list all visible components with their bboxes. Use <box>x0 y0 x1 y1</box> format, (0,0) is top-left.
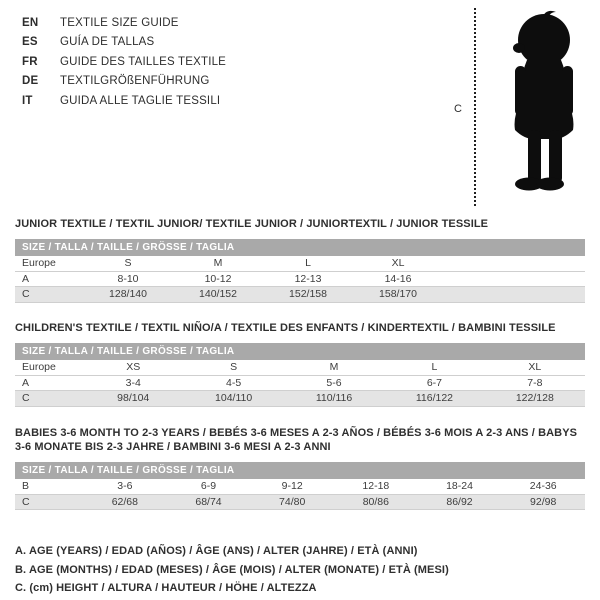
table-cell: M <box>213 257 223 269</box>
table-cell: 68/74 <box>195 495 222 508</box>
section-title: BABIES 3-6 MONTH TO 2-3 YEARS / BEBÉS 3-6 MESES A 2-3 AÑOS / BÉBÉS 3-6 MOIS A 2-3 ANS / BABYS 3-6 MONATE BIS 2-3 JAHRE / BAMBINI 3-6 MESI A 2-3 ANNI <box>15 427 578 453</box>
language-label: TEXTILE SIZE GUIDE <box>60 16 179 29</box>
section-title: CHILDREN'S TEXTILE / TEXTIL NIÑO/A / TEXTILE DES ENFANTS / KINDERTEXTIL / BAMBINI TESSILE <box>15 322 556 334</box>
table-cell: 92/98 <box>530 495 557 508</box>
table-header-bar: SIZE / TALLA / TAILLE / GRÖSSE / TAGLIA <box>15 239 585 256</box>
language-row <box>22 52 226 72</box>
table-cell: L <box>305 257 311 269</box>
language-row <box>22 72 226 92</box>
row-label-cell: B <box>22 480 30 492</box>
footnote-a: A. AGE (YEARS) / EDAD (AÑOS) / ÂGE (ANS) / ALTER (JAHRE) / ETÀ (ANNI) <box>15 545 418 557</box>
table-cell: 74/80 <box>279 495 306 508</box>
table-cell: XS <box>126 361 141 373</box>
junior-textile-section <box>15 217 585 303</box>
row-label-cell: A <box>22 272 30 285</box>
table-cell: 10-12 <box>204 272 232 285</box>
table-cell: 3-6 <box>117 480 133 492</box>
table-cell: S <box>124 257 132 269</box>
language-title-list <box>22 13 226 111</box>
table-cell: 6-9 <box>200 480 217 492</box>
table-cell: 128/140 <box>109 288 147 300</box>
table-cell: 110/116 <box>315 392 353 404</box>
table-row <box>15 287 585 303</box>
table-cell: XL <box>528 361 542 373</box>
language-code: FR <box>22 55 38 68</box>
table-cell: M <box>329 361 339 373</box>
table-row <box>15 391 585 407</box>
table-cell: 14-16 <box>384 272 412 285</box>
row-label-cell: A <box>22 376 30 389</box>
table-cell: 12-18 <box>362 480 390 492</box>
babies-textile-section <box>15 426 585 510</box>
table-cell: 6-7 <box>426 376 443 389</box>
table-cell: 18-24 <box>446 480 473 492</box>
table-cell: 12-13 <box>294 272 322 285</box>
section-title: JUNIOR TEXTILE / TEXTIL JUNIOR/ TEXTILE JUNIOR / JUNIORTEXTIL / JUNIOR TESSILE <box>15 218 489 230</box>
table-cell: 3-4 <box>125 376 141 389</box>
row-label-cell: C <box>22 392 30 404</box>
baby-silhouette-icon <box>486 8 596 213</box>
table-cell: 98/104 <box>117 392 150 404</box>
language-label: TEXTILGRÖßENFÜHRUNG <box>60 75 210 88</box>
table-cell: L <box>431 361 438 373</box>
table-header-bar: SIZE / TALLA / TAILLE / GRÖSSE / TAGLIA <box>15 462 585 479</box>
table-header-bar: SIZE / TALLA / TAILLE / GRÖSSE / TAGLIA <box>15 343 585 360</box>
babies-size-table <box>15 462 585 510</box>
row-label-cell: C <box>22 495 30 508</box>
footnote-c: C. (cm) HEIGHT / ALTURA / HAUTEUR / HÖHE / ALTEZZA <box>15 582 317 594</box>
table-cell: 140/152 <box>199 288 237 300</box>
table-cell: 86/92 <box>446 495 473 508</box>
table-cell: S <box>230 361 238 373</box>
footnote-legend <box>15 542 449 598</box>
table-row <box>15 479 585 495</box>
junior-size-table <box>15 239 585 303</box>
row-label-cell: Europe <box>22 257 56 269</box>
table-cell: 80/86 <box>362 495 389 508</box>
table-cell: 8-10 <box>117 272 139 285</box>
table-cell: 116/122 <box>415 392 454 404</box>
table-cell: 4-5 <box>226 376 242 389</box>
row-label-cell: C <box>22 288 30 300</box>
table-cell: 24-36 <box>529 480 557 492</box>
language-code: IT <box>22 94 33 107</box>
height-measure-dotted-line <box>474 8 476 206</box>
row-label-cell: Europe <box>22 361 56 373</box>
language-code: ES <box>22 36 38 49</box>
language-label: GUÍA DE TALLAS <box>60 36 155 49</box>
table-cell: 9-12 <box>281 480 303 492</box>
table-cell: 158/170 <box>379 288 417 300</box>
language-row <box>22 33 226 53</box>
table-cell: 104/110 <box>215 392 253 404</box>
table-row <box>15 495 585 511</box>
language-code: EN <box>22 16 39 29</box>
table-row <box>15 376 585 392</box>
language-row <box>22 91 226 111</box>
table-row <box>15 272 585 288</box>
language-label: GUIDE DES TAILLES TEXTILE <box>60 55 227 68</box>
table-cell: XL <box>391 257 405 269</box>
children-size-table <box>15 343 585 407</box>
footnote-b: B. AGE (MONTHS) / EDAD (MESES) / ÂGE (MOIS) / ALTER (MONATE) / ETÀ (MESI) <box>15 563 449 576</box>
language-row <box>22 13 226 33</box>
table-cell: 122/128 <box>515 392 554 404</box>
table-row <box>15 256 585 272</box>
height-measure-figure <box>452 6 600 210</box>
language-code: DE <box>22 75 39 88</box>
table-cell: 62/68 <box>111 495 138 508</box>
language-label: GUIDA ALLE TAGLIE TESSILI <box>60 94 221 107</box>
table-cell: 5-6 <box>326 376 342 389</box>
children-textile-section <box>15 321 585 407</box>
table-row <box>15 360 585 376</box>
measure-label-c: C <box>454 103 462 115</box>
table-cell: 7-8 <box>527 376 543 389</box>
table-cell: 152/158 <box>289 288 327 300</box>
